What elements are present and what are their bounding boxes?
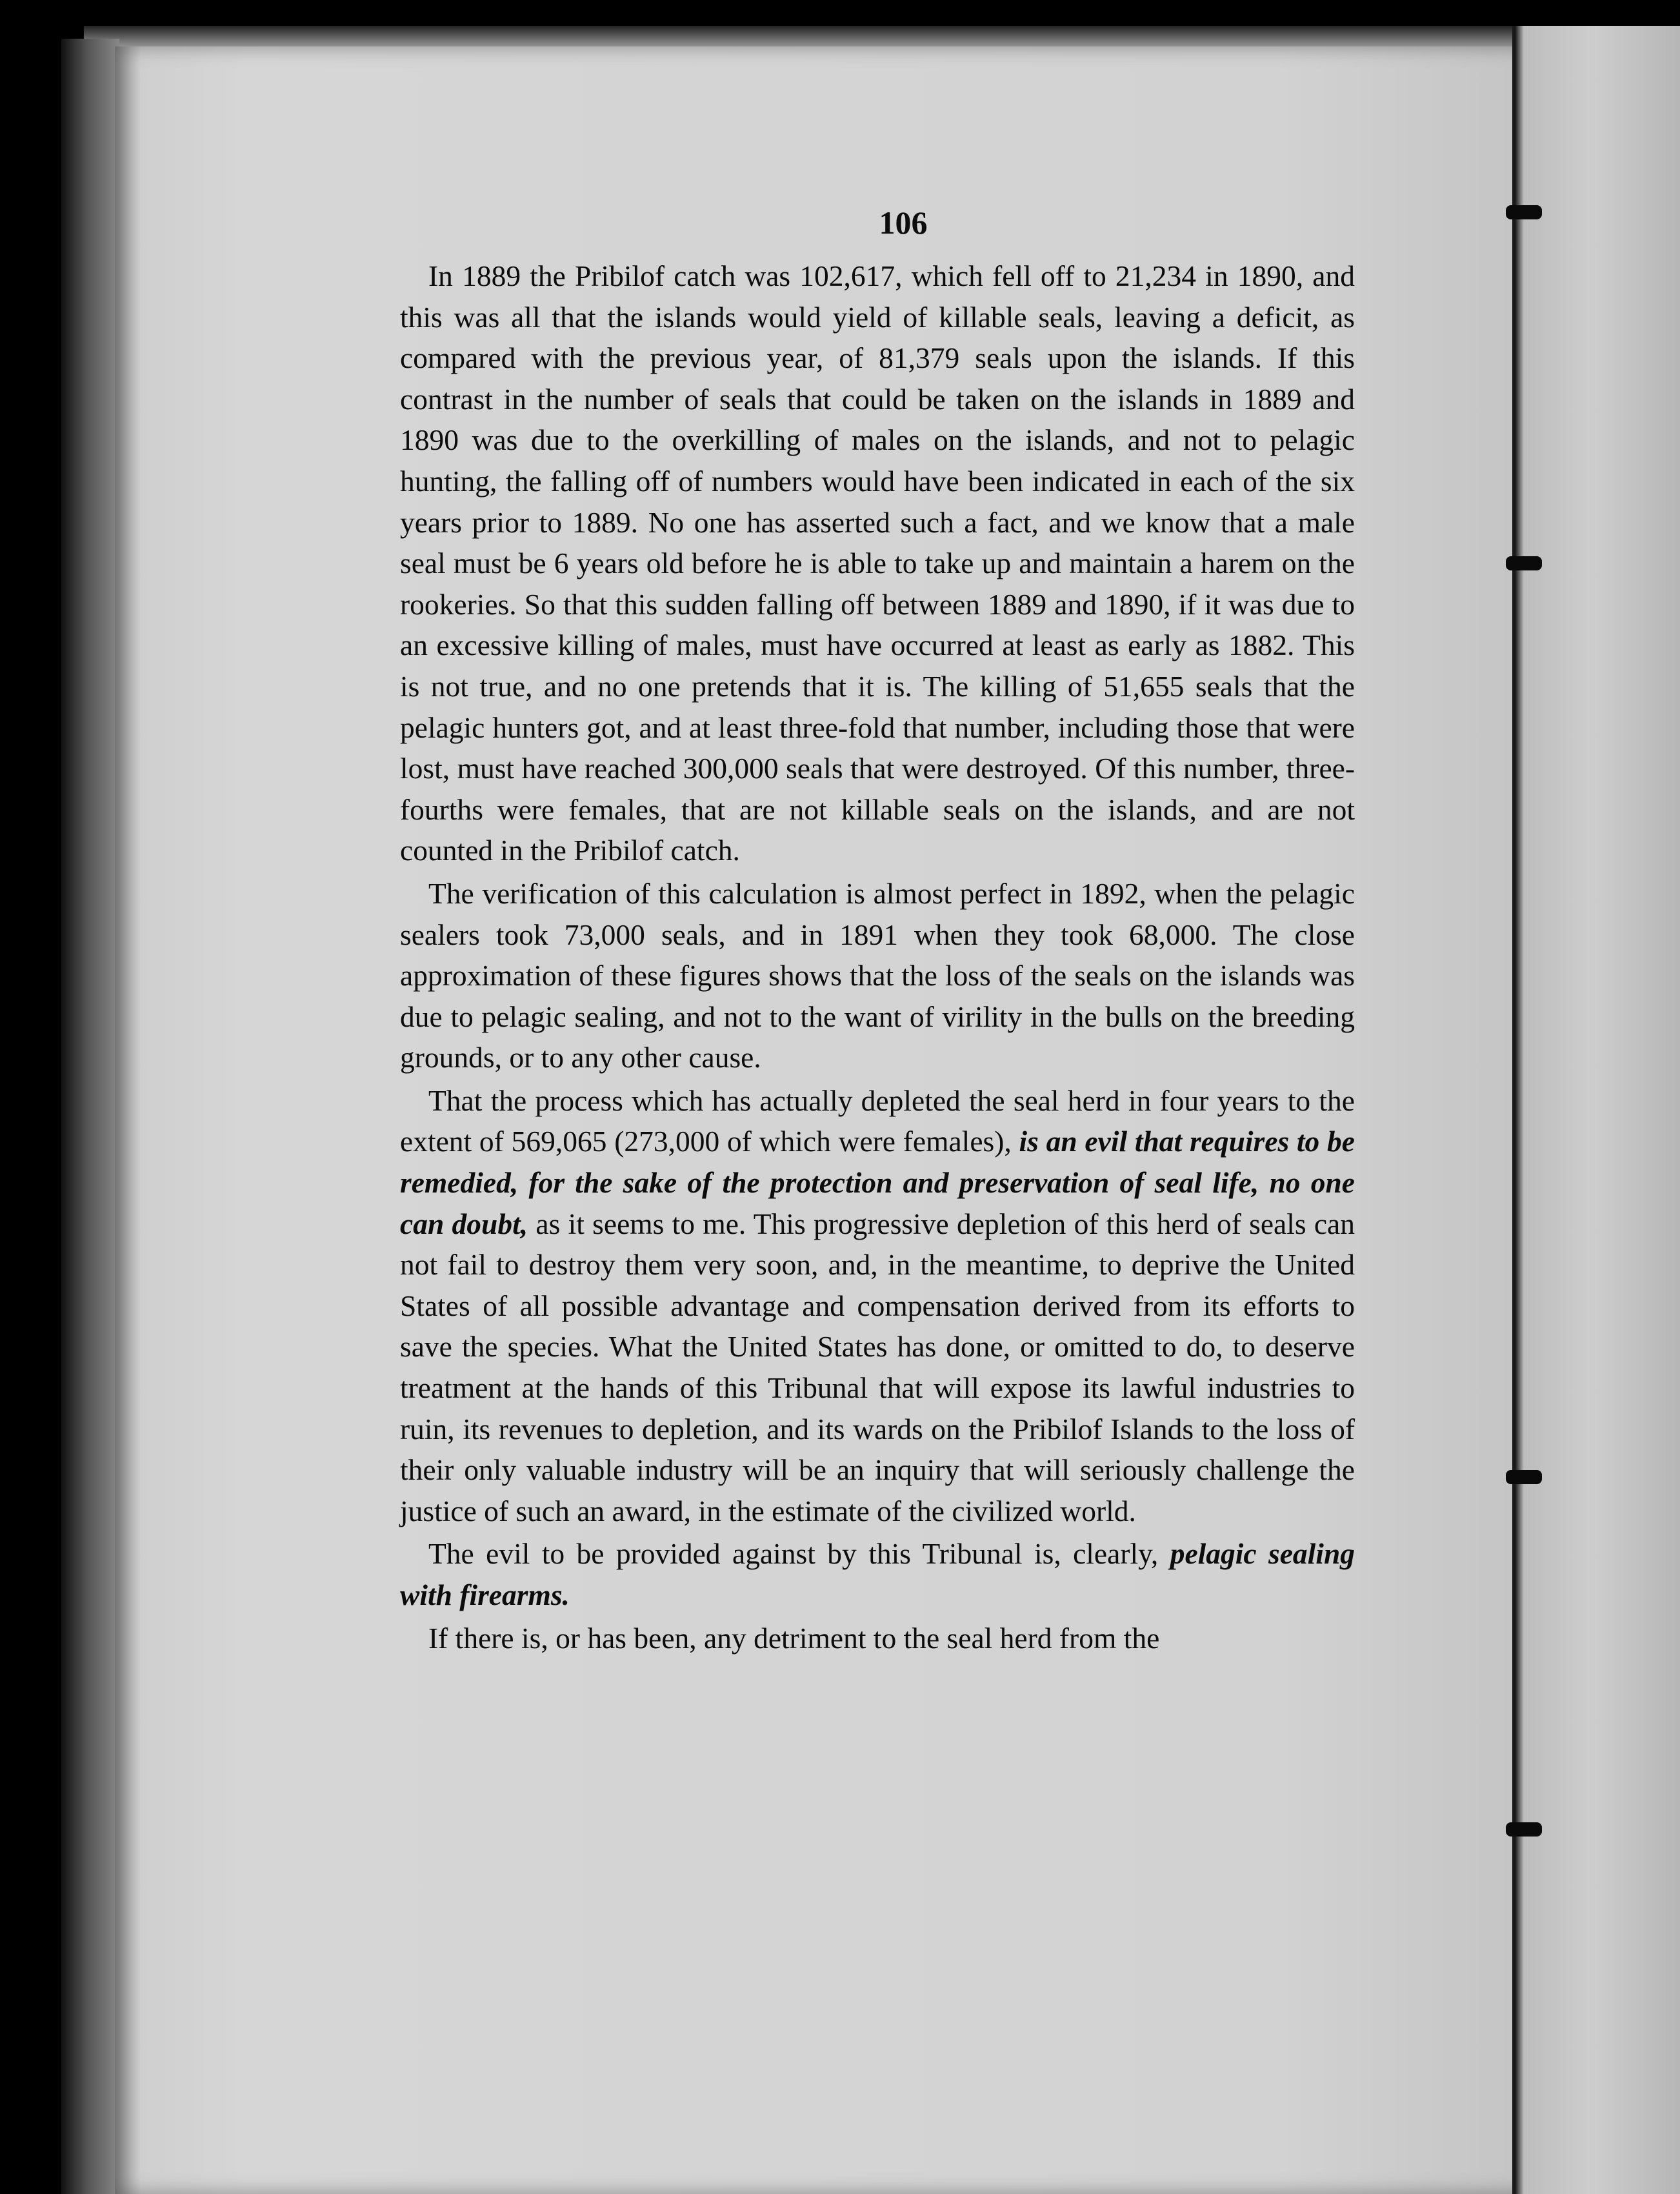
binding-tab [1506,1822,1542,1837]
binding-tab [1506,1470,1542,1484]
binding-tab [1506,205,1542,219]
italic-text-run: is an evil that requires to be remedied, for the sake of the protection and preservation of seal life, no one can doubt, [400,1125,1355,1240]
book-left-edge [61,39,119,2194]
body-paragraph [400,1618,1355,1659]
italic-text-run: pelagic sealing with firearms. [400,1537,1355,1611]
text-run: That the process which has actually depleted the seal herd in four years to the extent of 569,065 (273,000 of which were females), [400,1083,1355,1158]
facing-page-edge [1512,26,1680,2194]
text-run: as it seems to me. This progressive depletion of this herd of seals can not fail to destroy them very soon, and, in the meantime, to deprive the United States of all possible advantage and compensation derived from its efforts to save the species. What the United States has done, or omitted to do, to deserve treatment at the hands of this Tribunal that will expose its lawful industries to ruin, its revenues to depletion, and its wards on the Pribilof Islands to the loss of their only valuable industry will be an inquiry that will seriously challenge the justice of such an award, in the estimate of the civilized world. [400,1207,1355,1527]
page-number: 106 [879,205,928,241]
body-paragraphs [400,256,1355,1658]
page-text-block [400,194,1355,1658]
text-run: In 1889 the Pribilof catch was 102,617, which fell off to 21,234 in 1890, and this was all that the islands would yield of killable seals, leaving a deficit, as compared with the previous year, of 81,379 seals upon the islands. If this contrast in the number of seals that could be taken on the islands in 1889 and 1890 was due to the overkilling of males on the islands, and not to pelagic hunting, the falling off of numbers would have been indicated in each of the six years prior to 1889. No one has asserted such a fact, and we know that a male seal must be 6 years old before he is able to take up and maintain a harem on the rookeries. So that this sudden falling off between 1889 and 1890, if it was due to an excessive killing of males, must have occurred at least as early as 1882. This is not true, and no one pretends that it is. The killing of 51,655 seals that the pelagic hunters got, and at least three-fold that number, including those that were lost, must have reached 300,000 seals that were destroyed. Of this number, three-fourths were females, that are not killable seals on the islands, and are not counted in the Pribilof catch. [400,259,1355,867]
text-run: The evil to be provided against by this Tribunal is, clearly, [428,1537,1170,1571]
body-paragraph [400,1080,1355,1532]
text-run: If there is, or has been, any detriment to the seal herd from the [428,1621,1160,1655]
body-paragraph [400,873,1355,1078]
body-paragraph [400,256,1355,871]
body-paragraph [400,1533,1355,1615]
binding-tab [1506,556,1542,570]
text-run: The verification of this calculation is almost perfect in 1892, when the pelagic sealers took 73,000 seals, and in 1891 when they took 68,000. The close approximation of these figures shows that the loss of the seals on the islands was due to pelagic sealing, and not to the want of virility in the bulls on the breeding grounds, or to any other cause. [400,876,1355,1074]
